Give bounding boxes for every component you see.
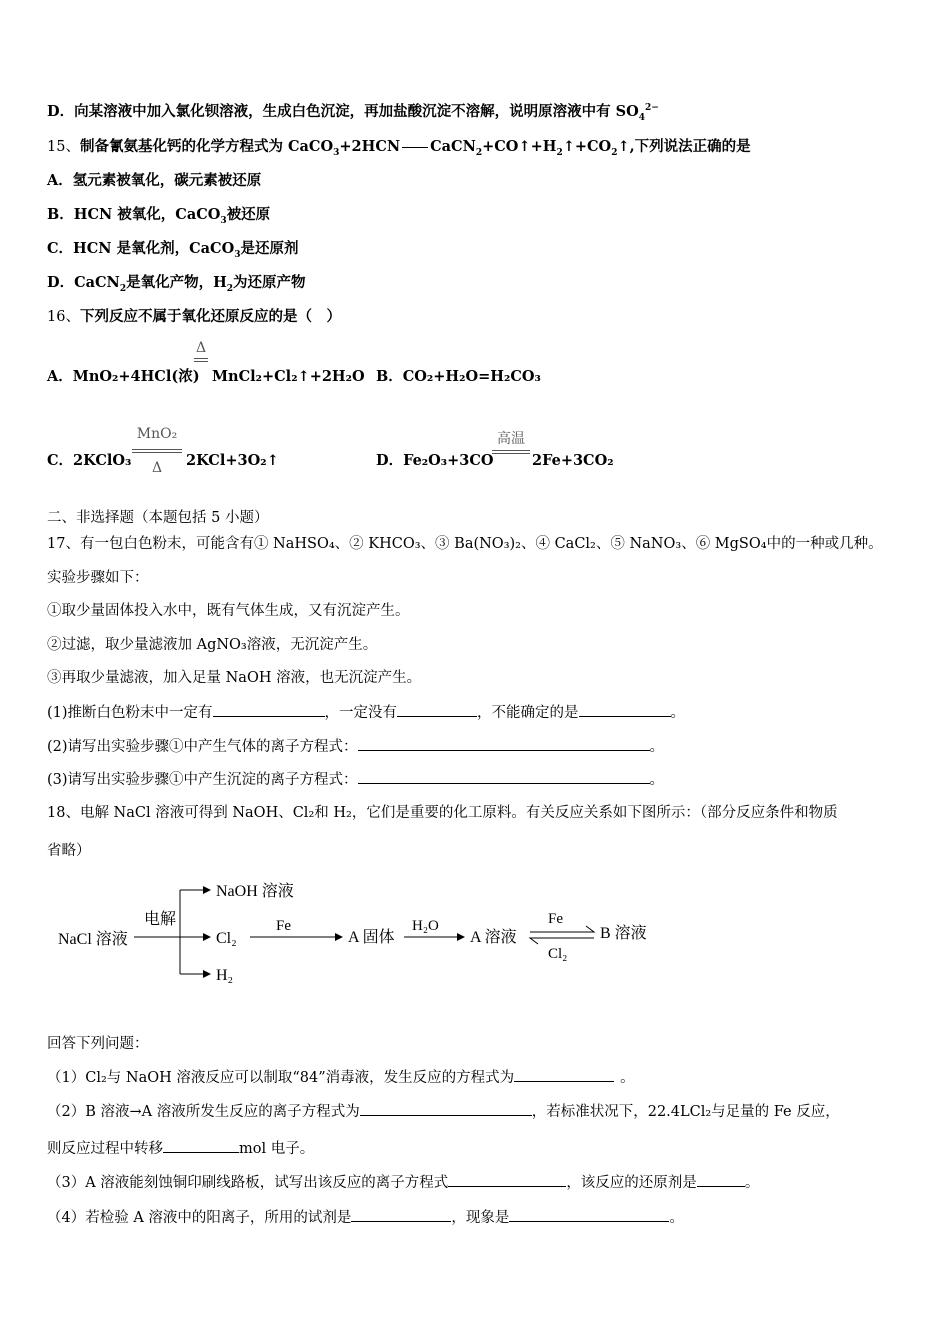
stem-text: +CO↑+H (482, 138, 557, 155)
condition-delta: Δ (151, 460, 163, 476)
option-text: 是氧化产物，H (126, 274, 227, 291)
question-number: 16、 (47, 309, 80, 325)
q18-part-1 (47, 1067, 635, 1088)
q17-step-1: ①取少量固体投入水中，既有气体生成，又有沉淀产生。 (47, 603, 410, 619)
h2o-label: H₂O (412, 918, 439, 934)
answer-blank[interactable] (448, 1172, 566, 1187)
question-text: 。 (669, 1210, 684, 1226)
answer-blank[interactable] (351, 1207, 451, 1222)
q16-option-b (376, 367, 541, 387)
q18-part-2 (47, 1101, 840, 1122)
question-text: （3）A 溶液能刻蚀铜印刷线路板，试写出该反应的离子方程式 (47, 1175, 449, 1191)
option-text: 氢元素被氧化，碳元素被还原 (72, 172, 262, 189)
q16-option-c (47, 451, 131, 471)
q17-step-2: ②过滤，取少量滤液加 AgNO₃溶液，无沉淀产生。 (47, 637, 378, 653)
subscript: 4 (638, 112, 645, 123)
q15-option-a (47, 171, 261, 191)
subscript: 2 (475, 147, 483, 158)
option-text: 被还原 (226, 206, 271, 223)
equation-left: MnO₂+4HCl(浓) (72, 368, 200, 385)
q16-option-a-right: MnCl₂+Cl₂↑+2H₂O (212, 368, 365, 385)
subscript: 2 (556, 147, 563, 158)
option-label: C． (47, 240, 74, 257)
question-text: (1)推断白色粉末中一定有 (47, 705, 213, 721)
equation-left: Fe₂O₃+3CO (403, 452, 494, 469)
q18-part-3 (47, 1172, 759, 1193)
q16-option-d-right: 2Fe+3CO₂ (532, 452, 614, 469)
cl2-backward-label: Cl₂ (548, 946, 568, 962)
answer-blank[interactable] (697, 1172, 745, 1187)
answer-blank[interactable] (358, 769, 650, 784)
q18-part-2-cont (47, 1138, 314, 1159)
answer-blank[interactable] (397, 702, 477, 717)
equals-sign (492, 450, 530, 454)
q15-option-c (47, 239, 298, 259)
q15-option-d (47, 273, 306, 293)
q17-stem (47, 534, 883, 554)
question-number: 18、 (47, 805, 80, 821)
answer-blank[interactable] (579, 702, 671, 717)
a-solution: A 溶液 (470, 929, 517, 946)
question-text: mol 电子。 (239, 1141, 315, 1157)
stem-text: 电解 NaCl 溶液可得到 NaOH、Cl₂和 H₂，它们是重要的化工原料。有关反应关系如下图所示：（部分反应条件和物质 (79, 805, 838, 821)
electrolysis-label: 电解 (144, 911, 177, 928)
q17-sub-3 (47, 769, 664, 790)
subscript: 3 (234, 249, 241, 260)
question-text: （2）B 溶液→A 溶液所发生反应的离子方程式为 (47, 1104, 360, 1120)
subscript: 2 (611, 147, 618, 158)
question-text: 。 (670, 705, 686, 721)
question-text: (2)请写出实验步骤①中产生气体的离子方程式： (47, 739, 358, 755)
equation-left: 2KClO₃ (73, 452, 132, 469)
q18-stem (47, 803, 838, 823)
section-title: 二、非选择题（本题包括 5 小题） (47, 510, 269, 526)
question-text: 。 (649, 772, 665, 788)
option-label: D． (376, 452, 404, 469)
stem-text: +2HCN (339, 138, 401, 155)
stem-text: 下列反应不属于氧化还原反应的是（ ） (79, 308, 341, 325)
question-text: 。 (620, 1070, 635, 1086)
option-text: HCN 被氧化，CaCO (73, 206, 221, 223)
superscript: 2− (645, 103, 659, 114)
stem-text: ↑,下列说法正确的是 (617, 138, 751, 155)
question-text: ，不能确定的是 (477, 705, 579, 721)
stem-text: 有一包白色粉末，可能含有① NaHSO₄、② KHCO₃、③ Ba(NO₃)₂、④ CaCl₂、⑤ NaNO₃、⑥ MgSO₄中的一种或几种。 (79, 536, 883, 552)
q14-option-d (47, 102, 659, 122)
question-text: ，若标准状况下，22.4LCl₂与足量的 Fe 反应， (531, 1104, 840, 1120)
a-solid: A 固体 (348, 929, 395, 946)
question-text: ，现象是 (451, 1210, 510, 1226)
stem-text: ↑+CO (562, 138, 612, 155)
option-text: CO₂+H₂O=H₂CO₃ (402, 368, 541, 385)
option-label: B． (47, 206, 74, 223)
q18-part-4 (47, 1207, 684, 1228)
q17-sub-1 (47, 702, 685, 723)
q16-stem (47, 307, 341, 327)
equals-sign (132, 449, 182, 453)
q17-step-3: ③再取少量滤液，加入足量 NaOH 溶液，也无沉淀产生。 (47, 670, 422, 686)
option-label: D． (47, 274, 75, 291)
question-number: 15、 (47, 139, 80, 155)
fe-forward-label: Fe (548, 911, 563, 927)
option-label: D． (47, 103, 75, 120)
condition-high-temp: 高温 (497, 431, 525, 447)
question-number: 17、 (47, 536, 80, 552)
option-text: HCN 是氧化剂，CaCO (73, 240, 235, 257)
q17-sub-2 (47, 736, 664, 757)
question-text: （4）若检验 A 溶液中的阳离子，所用的试剂是 (47, 1210, 352, 1226)
naoh-solution: NaOH 溶液 (216, 883, 294, 900)
question-text: 则反应过程中转移 (47, 1141, 163, 1157)
q15-option-b (47, 205, 270, 225)
answer-blank[interactable] (213, 702, 325, 717)
subscript: 3 (220, 215, 227, 226)
option-text: CaCN (74, 274, 120, 291)
option-label: A． (47, 368, 73, 385)
q16-option-a (47, 367, 200, 387)
option-label: A． (47, 172, 73, 189)
q18-answer-intro: 回答下列问题： (47, 1036, 149, 1052)
stem-text: CaCN (430, 138, 476, 155)
reaction-diagram (50, 876, 670, 996)
q15-stem (47, 137, 751, 157)
q18-stem-2: 省略） (47, 843, 91, 859)
q16-option-d (376, 451, 494, 471)
subscript: 2 (119, 283, 127, 294)
option-text: 为还原产物 (233, 274, 306, 291)
answer-blank[interactable] (163, 1138, 239, 1153)
q16-option-c-right: 2KCl+3O₂↑ (186, 452, 279, 469)
arrow-backward-half (530, 938, 594, 944)
option-text: 向某溶液中加入氯化钡溶液，生成白色沉淀，再加盐酸沉淀不溶解，说明原溶液中有 SO (74, 103, 639, 120)
question-text: 。 (744, 1175, 760, 1191)
answer-blank[interactable] (358, 736, 650, 751)
question-text: (3)请写出实验步骤①中产生沉淀的离子方程式： (47, 772, 358, 788)
answer-blank[interactable] (360, 1101, 532, 1116)
equation-dash (402, 147, 428, 148)
q17-steps-title: 实验步骤如下： (47, 570, 149, 586)
fe-label: Fe (276, 918, 291, 934)
h2-label: H₂ (216, 967, 234, 984)
answer-blank[interactable] (509, 1207, 669, 1222)
option-label: C． (47, 452, 74, 469)
condition-delta: Δ (195, 340, 207, 356)
cl2-label: Cl₂ (216, 930, 237, 947)
answer-blank[interactable] (514, 1067, 614, 1082)
b-solution: B 溶液 (600, 925, 647, 942)
stem-text: 制备氰氨基化钙的化学方程式为 CaCO (79, 138, 334, 155)
condition-catalyst: MnO₂ (136, 426, 178, 442)
option-text: 是还原剂 (240, 240, 299, 257)
question-text: ，一定没有 (324, 705, 398, 721)
subscript: 3 (333, 147, 340, 158)
subscript: 2 (226, 283, 234, 294)
question-text: 。 (649, 739, 665, 755)
equals-sign (194, 358, 208, 362)
question-text: ，该反应的还原剂是 (566, 1175, 697, 1191)
nacl-solution: NaCl 溶液 (58, 931, 128, 948)
question-text: （1）Cl₂与 NaOH 溶液反应可以制取“84”消毒液，发生反应的方程式为 (47, 1070, 515, 1086)
option-label: B． (376, 368, 403, 385)
